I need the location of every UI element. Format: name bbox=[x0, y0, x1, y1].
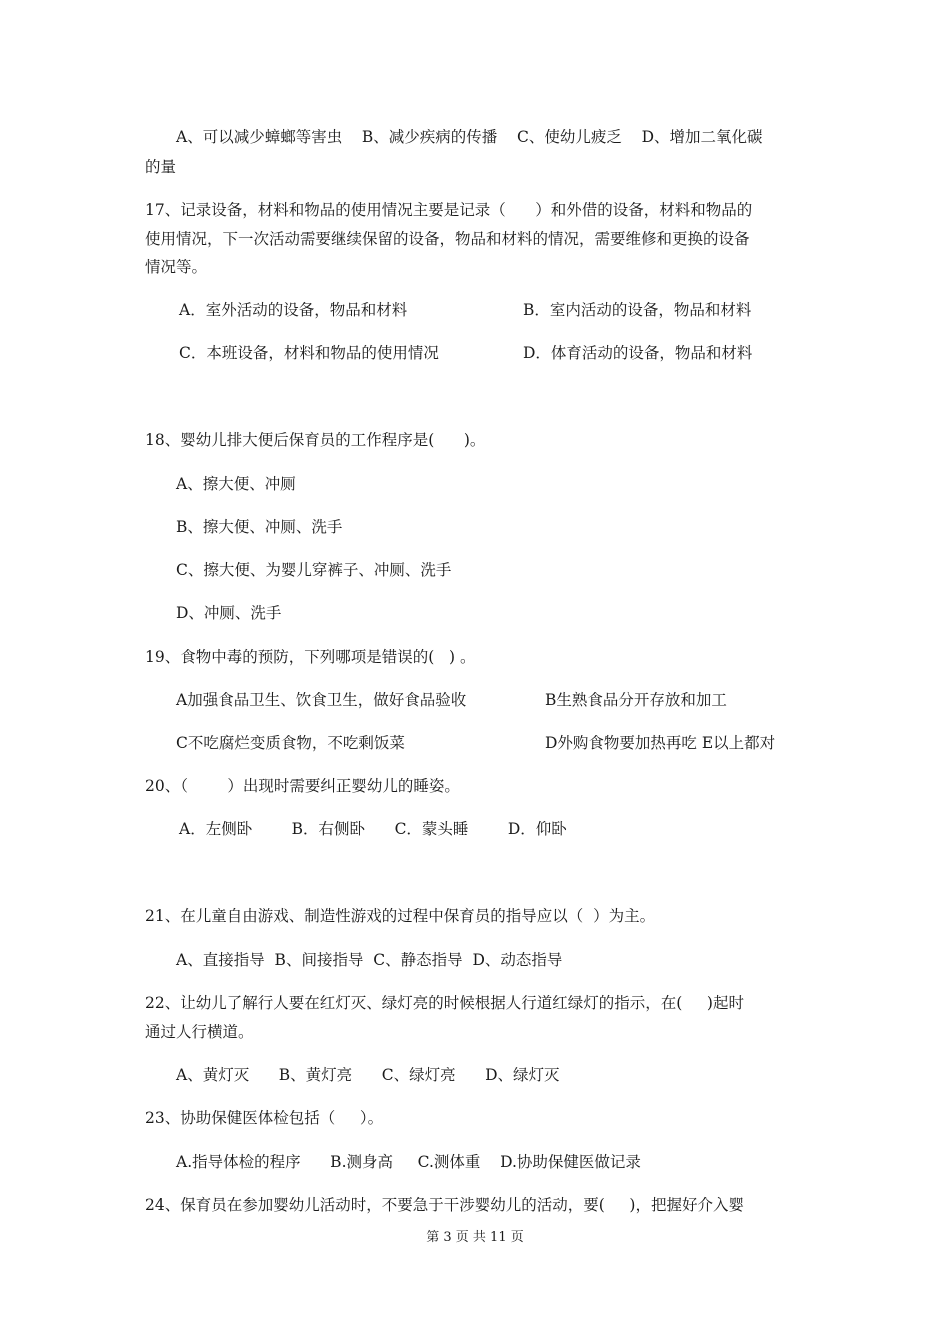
q18-option-d: D、冲厕、洗手 bbox=[176, 604, 282, 622]
q17-stem-line1: 17、记录设备，材料和物品的使用情况主要是记录（ ）和外借的设备，材料和物品的 bbox=[145, 201, 753, 219]
q22-stem-line1: 22、让幼儿了解行人要在红灯灭、绿灯亮的时候根据人行道红绿灯的指示，在( )起时 bbox=[145, 994, 744, 1012]
q19-option-c: C不吃腐烂变质食物，不吃剩饭菜 bbox=[176, 734, 405, 752]
q21-options: A、直接指导 B、间接指导 C、静态指导 D、动态指导 bbox=[176, 951, 563, 969]
q18-option-c: C、擦大便、为婴儿穿裤子、冲厕、洗手 bbox=[176, 561, 452, 579]
q17-option-b: B．室内活动的设备，物品和材料 bbox=[523, 301, 752, 319]
q19-option-a: A加强食品卫生、饮食卫生，做好食品验收 bbox=[176, 691, 467, 709]
page-footer: 第 3 页 共 11 页 bbox=[426, 1230, 524, 1245]
q23-stem: 23、协助保健医体检包括（ ）。 bbox=[145, 1109, 384, 1127]
q20-options: A．左侧卧 B．右侧卧 C．蒙头睡 D．仰卧 bbox=[179, 820, 567, 838]
q16-options: A、可以减少蟑螂等害虫 B、减少疾病的传播 C、使幼儿疲乏 D、增加二氧化碳 bbox=[176, 128, 763, 146]
q18-option-b: B、擦大便、冲厕、洗手 bbox=[176, 518, 343, 536]
q19-stem: 19、食物中毒的预防，下列哪项是错误的( ) 。 bbox=[145, 648, 476, 666]
q20-stem: 20、（ ）出现时需要纠正婴幼儿的睡姿。 bbox=[145, 777, 460, 795]
q19-option-d: D外购食物要加热再吃 E以上都对 bbox=[545, 734, 776, 752]
q18-stem: 18、婴幼儿排大便后保育员的工作程序是( )。 bbox=[145, 431, 486, 449]
q23-options: A.指导体检的程序 B.测身高 C.测体重 D.协助保健医做记录 bbox=[176, 1153, 641, 1171]
q17-option-c: C．本班设备，材料和物品的使用情况 bbox=[179, 344, 439, 362]
q17-stem-line3: 情况等。 bbox=[145, 258, 208, 276]
q17-option-d: D．体育活动的设备，物品和材料 bbox=[523, 344, 753, 362]
q17-option-a: A．室外活动的设备，物品和材料 bbox=[179, 301, 408, 319]
q18-option-a: A、擦大便、冲厕 bbox=[176, 475, 296, 493]
q21-stem: 21、在儿童自由游戏、制造性游戏的过程中保育员的指导应以（ ）为主。 bbox=[145, 907, 656, 925]
q24-stem-line1: 24、保育员在参加婴幼儿活动时，不要急于干涉婴幼儿的活动，要( )，把握好介入婴 bbox=[145, 1196, 744, 1214]
q16-options-continued: 的量 bbox=[145, 158, 177, 176]
q17-stem-line2: 使用情况，下一次活动需要继续保留的设备，物品和材料的情况，需要维修和更换的设备 bbox=[145, 230, 750, 248]
q22-options: A、黄灯灭 B、黄灯亮 C、绿灯亮 D、绿灯灭 bbox=[176, 1066, 560, 1084]
q22-stem-line2: 通过人行横道。 bbox=[145, 1023, 254, 1041]
q19-option-b: B生熟食品分开存放和加工 bbox=[545, 691, 727, 709]
